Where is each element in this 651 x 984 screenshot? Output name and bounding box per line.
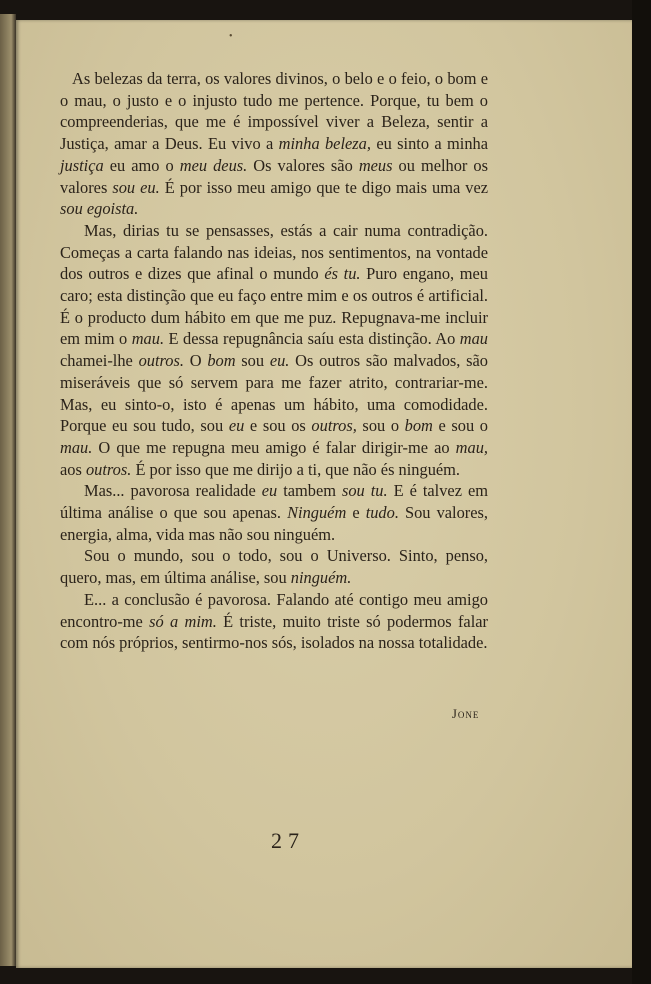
- italic-text: bom: [404, 416, 433, 436]
- paragraph: [60, 545, 488, 588]
- italic-text: mau,: [455, 437, 488, 457]
- italic-text: outros,: [311, 416, 357, 436]
- text-run: Sou o mundo, sou o todo, sou o Universo. Sinto, penso, quero, mas, em última análise, sou: [60, 546, 488, 588]
- page-number: 27: [271, 828, 305, 853]
- text-run: E dessa repugnância saíu esta distinção. Ao: [164, 329, 460, 349]
- italic-text: justiça: [60, 155, 104, 175]
- text-run: E... a conclusão é pavorosa. Falando até contigo meu amigo encontro-me: [60, 589, 488, 631]
- text-run: sou: [235, 351, 270, 371]
- author-signature: Jone: [452, 707, 480, 721]
- left-page-edge: [0, 14, 16, 966]
- paragraph: [60, 220, 488, 480]
- italic-text: Ninguém: [287, 503, 347, 523]
- text-run: chamei-lhe: [60, 351, 139, 371]
- italic-text: eu: [261, 481, 278, 501]
- italic-text: eu.: [269, 351, 290, 371]
- text-run: Mas... pavorosa realidade: [84, 481, 262, 501]
- italic-text: outros.: [85, 459, 132, 479]
- italic-text: ninguém.: [290, 568, 352, 588]
- italic-text: és tu.: [324, 264, 361, 284]
- text-run: É por isso que me dirijo a ti, que não és ninguém.: [131, 459, 461, 479]
- text-run: e sou o: [432, 416, 489, 436]
- paragraph: [60, 480, 488, 545]
- text-run: As belezas da terra, os valores divinos, o belo e o feio, o bom e o mau, o justo e o injusto tudo me pertence. Porque, tu bem o compreenderias, que me é impossível viver a Beleza, sentir a Justiça, amar a Deus. Eu vivo a: [60, 69, 488, 154]
- italic-text: tudo.: [365, 503, 399, 523]
- paragraph: [60, 589, 488, 654]
- italic-text: sou tu.: [341, 481, 388, 501]
- text-run: eu amo o: [103, 155, 180, 175]
- text-run: tambem: [277, 481, 342, 501]
- text-run: É por isso meu amigo que te digo mais uma vez: [159, 177, 489, 197]
- text-run: sou o: [356, 416, 405, 436]
- text-run: Mas, dirias tu se pensasses, estás a cair numa contradição. Começas a carta falando nas ideias, nos sentimentos, na vontade dos outros e dizes que afinal o mundo: [60, 220, 488, 284]
- body-text: [60, 68, 488, 654]
- italic-text: eu: [228, 416, 245, 436]
- text-run: Sou valores, energia, alma, vida mas não sou ninguém.: [60, 503, 488, 544]
- text-run: e sou os: [244, 416, 312, 436]
- text-run: É triste, muito triste só podermos falar com nós próprios, sentirmo-nos sós, isolados na nossa totalidade.: [60, 611, 488, 653]
- italic-text: mau.: [131, 329, 165, 349]
- text-run: aos: [60, 459, 86, 479]
- book-page: [16, 20, 632, 968]
- background-edge: [632, 0, 651, 984]
- italic-text: só a mim.: [149, 611, 217, 631]
- page-mark: •: [229, 31, 233, 42]
- text-run: O que me repugna meu amigo é falar dirigir-me ao: [92, 437, 456, 457]
- italic-text: bom: [207, 351, 236, 371]
- text-run: Puro engano, meu caro; esta distinção que eu faço entre mim e os outros é artificial. É o producto dum hábito em que me puz. Repugnava-me incluir em mim o: [60, 264, 488, 349]
- italic-text: minha beleza,: [278, 134, 371, 154]
- text-run: Os valores são: [247, 155, 359, 175]
- italic-text: sou eu.: [112, 177, 160, 197]
- italic-text: meus: [358, 155, 393, 175]
- paragraph: [60, 68, 488, 220]
- text-run: O: [183, 351, 208, 371]
- text-run: E é talvez em última análise o que sou apenas.: [60, 481, 488, 523]
- text-run: ou melhor os valores: [60, 155, 489, 197]
- italic-text: outros.: [138, 351, 184, 371]
- text-run: e: [346, 503, 366, 523]
- text-run: Os outros são malvados, são miseráveis que só servem para me fazer atrito, contrariar-me. Mas, eu sinto-o, isto é apenas um hábito, uma comodidade. Porque eu sou tudo, sou: [60, 351, 488, 436]
- text-run: eu sinto a minha: [370, 134, 488, 154]
- italic-text: mau.: [60, 437, 93, 457]
- italic-text: sou egoista.: [60, 199, 139, 219]
- italic-text: meu deus.: [179, 155, 248, 175]
- italic-text: mau: [459, 329, 488, 349]
